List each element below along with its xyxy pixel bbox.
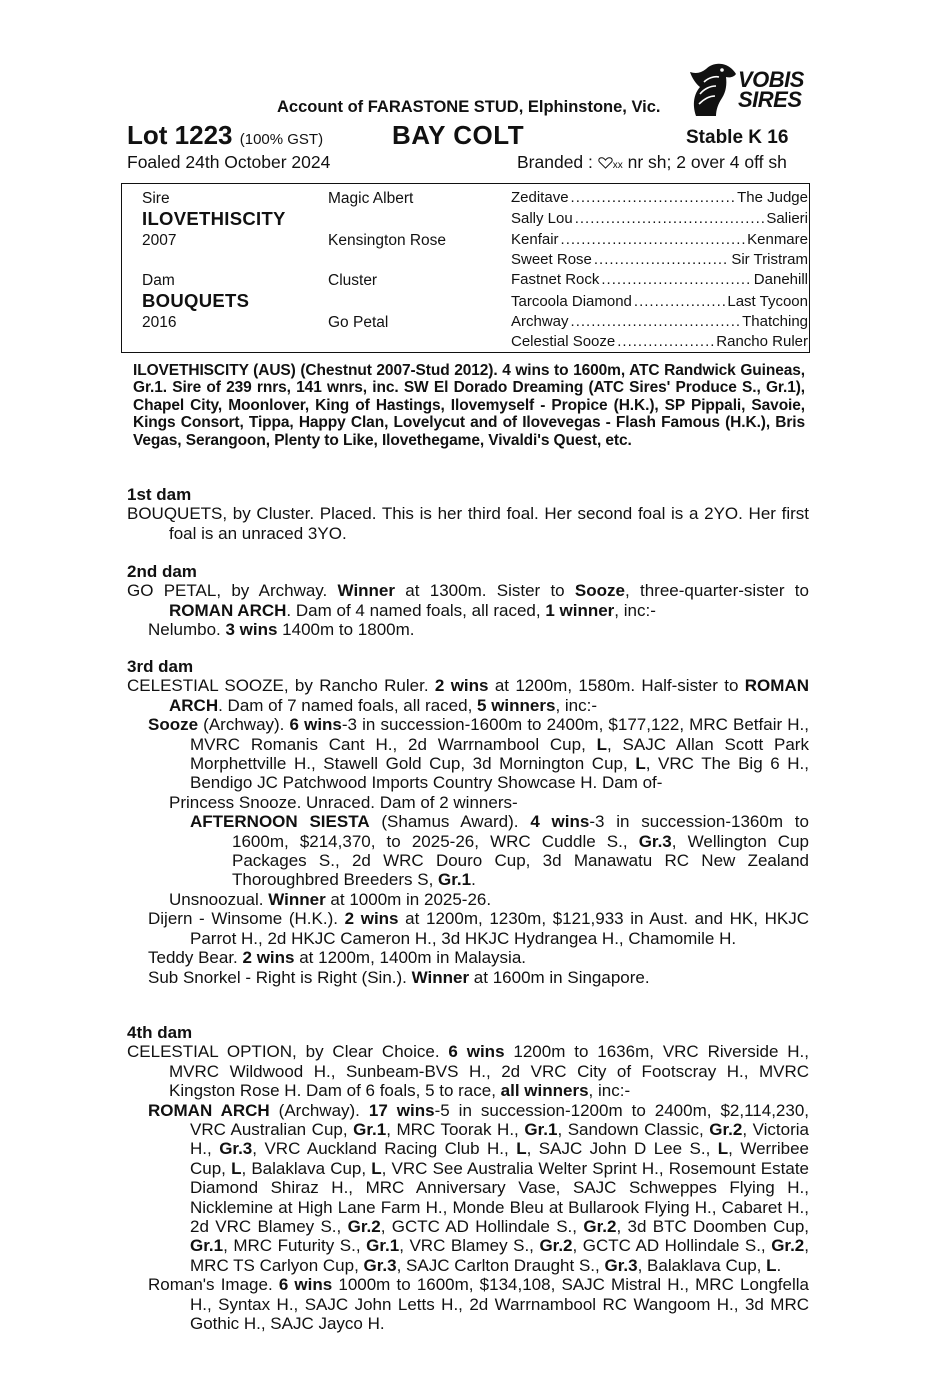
family-entry: Unsnoozual. Winner at 1000m in 2025-26. <box>169 889 492 909</box>
family-entry: CELESTIAL OPTION, by Clear Choice. 6 wins 1200m to 1636m, VRC Riverside H., MVRC Wildwood H., Sunbeam-BVS H., 2d VRC City of Footscray H., MVRC Kingston Rose H. Dam of 6 foals, 5 to race, all winners, inc:- <box>127 1042 810 1101</box>
dam-sire: Cluster <box>328 272 378 289</box>
family-entry: Dijern - Winsome (H.K.). 2 wins at 1200m, 1230m, $121,933 in Aust. and HK, HKJC Parrot H., 2d HKJC Cameron H., 3d HKJC Hydrangea H., Chamomile H. <box>148 909 809 948</box>
gen3-row: Sally Lou ..... Salieri <box>511 209 808 230</box>
dam-heading: 3rd dam <box>127 657 194 676</box>
family-entry: Teddy Bear. 2 wins at 1200m, 1400m in Malaysia. <box>148 948 526 968</box>
dam-heading: 1st dam <box>127 485 192 504</box>
gen3-row: Sweet Rose ..... Sir Tristram <box>511 250 808 271</box>
family-entry: ROMAN ARCH (Archway). 17 wins-5 in succession-1200m to 2400m, $2,114,230, VRC Australian Cup, Gr.1, MRC Toorak H., Gr.1, Sandown Classic, Gr.2, Victoria H., Gr.3, VRC Auckland Racing Club H., L, SAJC John D Lee S., L, Werribee Cup, L, Balaklava Cup, L, VRC See Australia Welter Sprint H., Rosemount Estate Diamond Shiraz H., MRC Anniversary Vase, SAJC Schweppes Flying H., Nicklemine at High Lane Farm H., Monde Bleu at Bullarook Flying H., Cabaret H., 2d VRC Blamey S., Gr.2, GCTC AD Hollindale S., Gr.2, 3d BTC Doomben Cup, Gr.1, MRC Futurity S., Gr.1, VRC Blamey S., Gr.2, GCTC AD Hollindale S., Gr.2, MRC TS Carlyon Cup, Gr.3, SAJC Carlton Draught S., Gr.3, Balaklava Cup, L. <box>148 1100 810 1275</box>
family-entry: AFTERNOON SIESTA (Shamus Award). 4 wins-3 in succession-1360m to 1600m, $214,370, to 2025-26, WRC Cuddle S., Gr.3, Wellington Cup Packages S., 2d WRC Douro Cup, 3d Manawatu RC New Zealand Thoroughbred Breeders S, Gr.1. <box>190 812 809 890</box>
family-entry: GO PETAL, by Archway. Winner at 1300m. Sister to Sooze, three-quarter-sister to ROMAN ARCH. Dam of 4 named foals, all raced, 1 winner, inc:- <box>127 581 809 620</box>
lot-number <box>127 120 323 151</box>
logo-text-line2: SIRES <box>738 87 802 112</box>
heart-brand-icon <box>598 157 613 169</box>
sire-name: ILOVETHISCITY <box>142 208 286 229</box>
dam-heading: 2nd dam <box>127 562 197 581</box>
brand-description: Branded : xx nr sh; 2 over 4 off sh <box>517 152 787 172</box>
family-entry: CELESTIAL SOOZE, by Rancho Ruler. 2 wins at 1200m, 1580m. Half-sister to ROMAN ARCH. Dam of 7 named foals, all raced, 5 winners, inc:- <box>127 676 809 715</box>
dam-section <box>127 1023 809 1334</box>
foaled-date: Foaled 24th October 2024 <box>127 152 331 172</box>
gen3-row: Tarcoola Diamond ..... Last Tycoon <box>511 292 808 313</box>
gst-note: (100% GST) <box>239 131 324 148</box>
gen3-row: Zeditave ..... The Judge <box>511 188 808 209</box>
vendor-account: Account of FARASTONE STUD, Elphinstone, Vic. <box>277 98 661 116</box>
family-entry: Roman's Image. 6 wins 1000m to 1600m, $134,108, SAJC Mistral H., MRC Longfella H., Syntax H., SAJC John Letts H., 2d Warrnambool RC Wangoom H., 3d MRC Gothic H., SAJC Jayco H. <box>148 1275 809 1334</box>
dam-section <box>127 562 809 640</box>
sire-label: Sire <box>142 190 170 207</box>
dam-year: 2016 <box>142 314 177 331</box>
stable-location: Stable K 16 <box>686 127 789 148</box>
horse-description: BAY COLT <box>392 120 525 150</box>
pedigree-table <box>121 183 810 353</box>
vobis-sires-logo <box>682 60 822 120</box>
family-entry: Sooze (Archway). 6 wins-3 in succession-1600m to 2400m, $177,122, MRC Betfair H., MVRC Romanis Cant H., 2d Warrnambool Cup, L, SAJC Allan Scott Park Morphettville H., Stawell Gold Cup, 3d Mornington Cup, L, VRC The Big 6 H., Bendigo JC Patchwood Imports Country Showcase H. Dam of- <box>148 715 810 793</box>
family-entry: Sub Snorkel - Right is Right (Sin.). Winner at 1600m in Singapore. <box>148 967 650 987</box>
dam-heading: 4th dam <box>127 1023 193 1042</box>
sire-summary: ILOVETHISCITY (AUS) (Chestnut 2007-Stud 2012). 4 wins to 1600m, ATC Randwick Guineas, Gr.1. Sire of 239 rnrs, 141 wnrs, inc. SW El Dorado Dreaming (ATC Sires' Produce S., Gr.1), Chapel City, Moonlover, King of Hastings, Ilovemyself - Propice (H.K.), SP Pippali, Savoie, Kings Consort, Tippa, Happy Clan, Lovelycut and of Ilovevegas - Flash Famous (H.K.), Bris Vegas, Serangoon, Plenty to Like, Ilovethegame, Vivaldi's Quest, etc. <box>133 362 805 449</box>
dam-section <box>127 657 809 987</box>
dam-section <box>127 485 809 543</box>
lot-label: Lot 1223 <box>127 120 233 150</box>
dam-dam: Go Petal <box>328 314 389 331</box>
sire-year: 2007 <box>142 232 177 249</box>
dam-name: BOUQUETS <box>142 290 250 311</box>
family-entry: Nelumbo. 3 wins 1400m to 1800m. <box>148 620 415 640</box>
gen3-row: Fastnet Rock ..... Danehill <box>511 270 808 291</box>
logo-text-line1: VOBIS <box>738 67 804 92</box>
gen3-row: Kenfair ..... Kenmare <box>511 230 808 251</box>
family-entry: Princess Snooze. Unraced. Dam of 2 winners- <box>169 792 518 812</box>
sire-dam: Kensington Rose <box>328 232 447 249</box>
gen3-row: Celestial Sooze ..... Rancho Ruler <box>511 332 808 353</box>
family-entry: BOUQUETS, by Cluster. Placed. This is her third foal. Her second foal is a 2YO. Her first foal is an unraced 3YO. <box>127 504 809 543</box>
gen3-row: Archway ..... Thatching <box>511 312 808 333</box>
dam-label: Dam <box>142 272 175 289</box>
sire-sire: Magic Albert <box>328 190 414 207</box>
horse-head-icon <box>682 60 742 120</box>
